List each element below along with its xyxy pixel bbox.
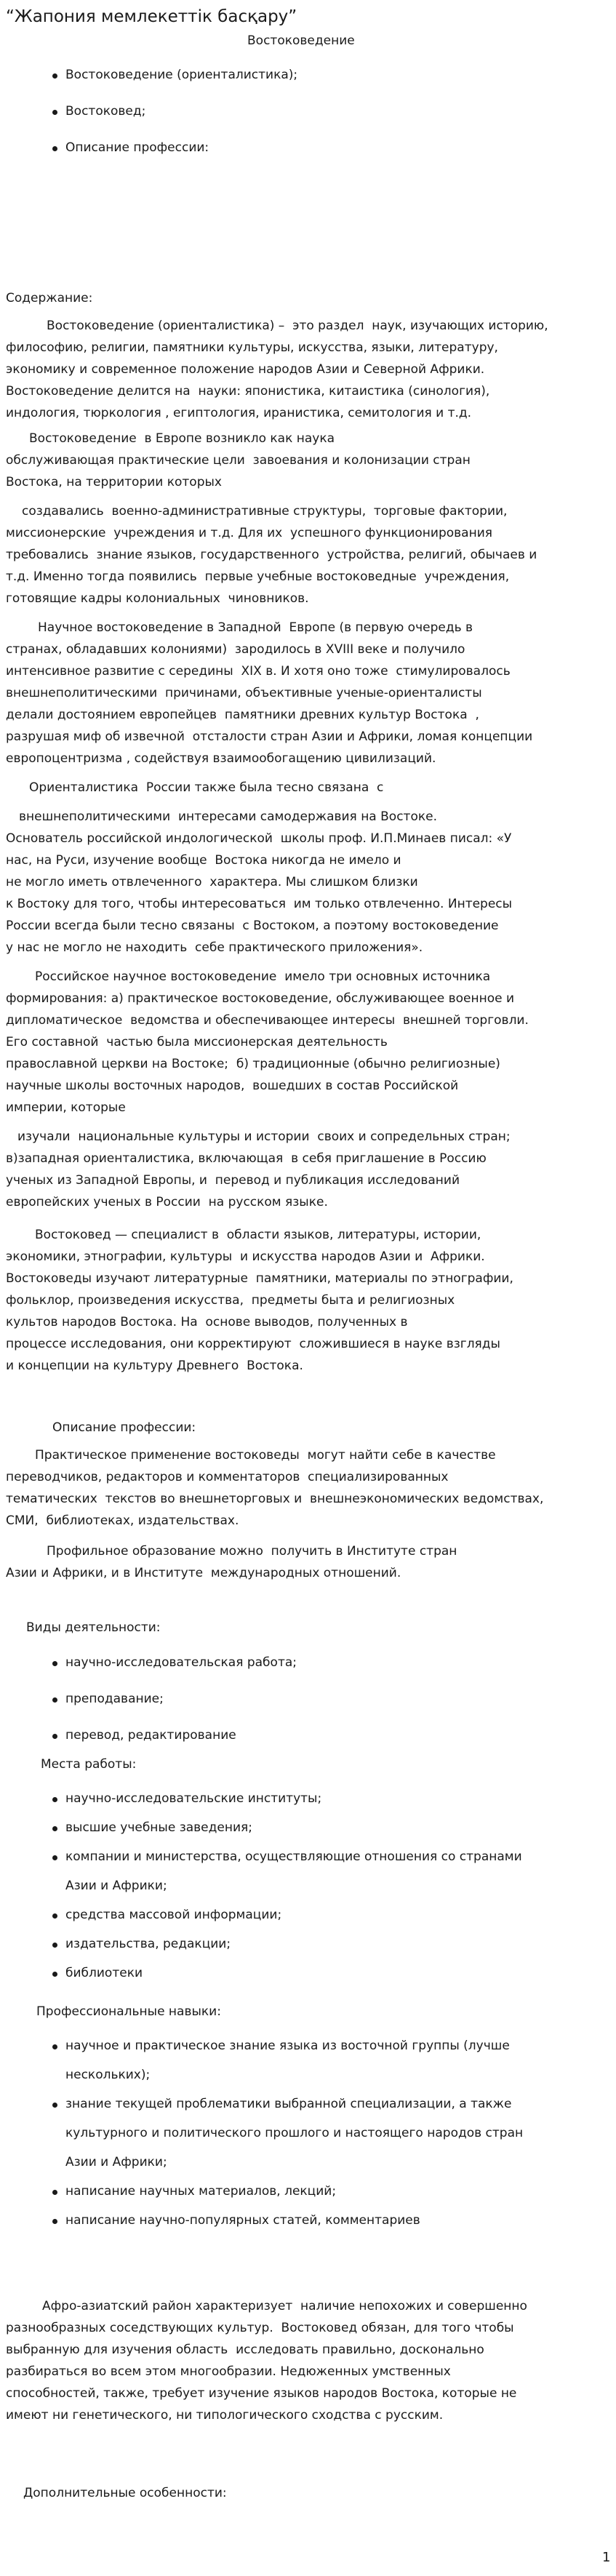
contents-p1-line: экономику и современное положение народов Азии и Северной Африки. (6, 362, 485, 377)
contents-p3-line: внешнеполитическими причинами, объективные ученые-ориенталисты (6, 686, 482, 700)
contents-p4-line: не могло иметь отвлеченного характера. Мы слишком близки (6, 875, 418, 889)
activities-heading: Виды деятельности: (26, 1620, 161, 1635)
bullet-icon (52, 2219, 57, 2224)
contents-p5-line: изучали национальные культуры и истории своих и сопредельных стран; (17, 1129, 511, 1144)
bullet-icon (52, 1855, 57, 1860)
contents-p4-line: внешнеполитическими интересами самодержавия на Востоке. (19, 809, 437, 824)
workplace-item: библиотеки (65, 1966, 143, 1980)
contents-p5-line: формирования: а) практическое востоковедение, обслуживающее военное и (6, 991, 515, 1006)
afro-paragraph-line: Афро-азиатский район характеризует наличие непохожих и совершенно (42, 2299, 527, 2313)
bullet-icon (52, 1734, 57, 1739)
contents-p1-line: философию, религии, памятники культуры, искусства, языки, литературу, (6, 340, 498, 355)
contents-heading: Содержание: (6, 291, 93, 305)
contents-p2-line: готовящие кадры колониальных чиновников. (6, 591, 309, 606)
contents-p6-line: процессе исследования, они корректируют сложившиеся в науке взгляды (6, 1337, 500, 1351)
contents-p4-line: у нас не могло не находить себе практического приложения». (6, 940, 423, 955)
contents-p3-line: интенсивное развитие с середины XIX в. И хотя оно тоже стимулировалось (6, 664, 511, 679)
profession-p2-line: Профильное образование можно получить в Институте стран (47, 1544, 457, 1559)
contents-p5-line: Российское научное востоковедение имело три основных источника (35, 969, 491, 984)
contents-p5-line: европейских ученых в России на русском языке. (6, 1195, 328, 1209)
bullet-icon (52, 110, 57, 115)
bullet-icon (52, 2190, 57, 2195)
contents-p5-line: научные школы восточных народов, вошедших в состав Российской (6, 1079, 459, 1093)
contents-p3-line: европоцентризма , содействуя взаимообогащению цивилизаций. (6, 751, 436, 766)
contents-p6-line: экономики, этнографии, культуры и искусства народов Азии и Африки. (6, 1249, 485, 1264)
bullet-icon (52, 1972, 57, 1977)
skill-item: Азии и Африки; (65, 2155, 167, 2169)
skill-item: знание текущей проблематики выбранной специализации, а также (65, 2097, 512, 2111)
bullet-icon (52, 1826, 57, 1831)
bullet-icon (52, 1797, 57, 1802)
activity-item: научно-исследовательская работа; (65, 1655, 297, 1670)
contents-p2-line: т.д. Именно тогда появились первые учебные востоковедные учреждения, (6, 569, 510, 584)
contents-p4-line: нас, на Руси, изучение вообще Востока никогда не имело и (6, 853, 401, 868)
skill-item: написание научных материалов, лекций; (65, 2184, 337, 2199)
contents-p5-line: империи, которые (6, 1100, 126, 1115)
profession-p1-line: переводчиков, редакторов и комментаторов специализированных (6, 1470, 449, 1484)
bullet-icon (52, 1697, 57, 1703)
bullet-icon (52, 1913, 57, 1919)
skill-item: нескольких); (65, 2068, 151, 2082)
contents-p3-line: делали достоянием европейцев памятники древних культур Востока , (6, 708, 479, 722)
workplace-item: высшие учебные заведения; (65, 1820, 252, 1835)
profession-p1-line: СМИ, библиотеках, издательствах. (6, 1513, 239, 1528)
bullet-icon (52, 73, 57, 79)
contents-p5-line: православной церкви на Востоке; б) традиционные (обычно религиозные) (6, 1057, 500, 1071)
workplace-item: научно-исследовательские институты; (65, 1791, 322, 1806)
bullet-icon (52, 146, 57, 151)
contents-p2-line: Востока, на территории которых (6, 475, 222, 489)
profession-heading: Описание профессии: (52, 1420, 196, 1435)
afro-paragraph-line: способностей, также, требует изучение языков народов Востока, которые не (6, 2386, 517, 2401)
workplaces-heading: Места работы: (41, 1757, 137, 1772)
contents-p5-line: Его составной частью была миссионерская деятельность (6, 1035, 388, 1049)
skill-item: научное и практическое знание языка из восточной группы (лучше (65, 2039, 510, 2053)
contents-p3-line: разрушая миф об извечной отсталости стран Азии и Африки, ломая концепции (6, 729, 533, 744)
bullet-icon (52, 2103, 57, 2108)
contents-p6-line: фольклор, произведения искусства, предметы быта и религиозных (6, 1293, 455, 1308)
document-title: “Жапония мемлекеттік басқару” (6, 7, 297, 26)
contents-p2-line: обслуживающая практические цели завоевания и колонизации стран (6, 453, 471, 468)
activity-item: преподавание; (65, 1692, 164, 1706)
document-subtitle: Востоковедение (247, 33, 355, 48)
contents-p4-line: Ориенталистика России также была тесно связана с (29, 780, 384, 795)
contents-p6-line: Востоковеды изучают литературные памятники, материалы по этнографии, (6, 1271, 513, 1286)
contents-p5-line: дипломатическое ведомства и обеспечивающее интересы внешней торговли. (6, 1013, 529, 1028)
contents-p4-line: Основатель российской индологической школы проф. И.П.Минаев писал: «У (6, 831, 512, 846)
toc-item: Востоковедение (ориенталистика); (65, 68, 298, 82)
contents-p6-line: и концепции на культуру Древнего Востока. (6, 1359, 303, 1373)
contents-p2-line: требовались знание языков, государственного устройства, религий, обычаев и (6, 548, 537, 562)
toc-item: Востоковед; (65, 104, 146, 119)
contents-p2-line: Востоковедение в Европе возникло как наука (29, 431, 335, 446)
extra-heading: Дополнительные особенности: (23, 2486, 227, 2500)
afro-paragraph-line: разнообразных соседствующих культур. Востоковед обязан, для того чтобы (6, 2321, 514, 2335)
activity-item: перевод, редактирование (65, 1728, 236, 1743)
workplace-item: компании и министерства, осуществляющие отношения со странами (65, 1849, 522, 1864)
afro-paragraph-line: разбираться во всем этом многообразии. Недюженных умственных (6, 2364, 451, 2379)
contents-p1-line: Востоковедение делится на науки: японистика, китаистика (синология), (6, 384, 490, 399)
bullet-icon (52, 2044, 57, 2049)
contents-p5-line: в)западная ориенталистика, включающая в себя приглашение в Россию (6, 1151, 487, 1166)
skills-heading: Профессиональные навыки: (36, 2004, 221, 2019)
afro-paragraph-line: выбранную для изучения область исследовать правильно, досконально (6, 2343, 484, 2357)
contents-p1-line: индология, тюркология , египтология, иранистика, семитология и т.д. (6, 406, 472, 420)
profession-p1-line: Практическое применение востоковеды могут найти себе в качестве (35, 1448, 496, 1463)
workplace-item: Азии и Африки; (65, 1879, 167, 1893)
profession-p2-line: Азии и Африки, и в Институте международных отношений. (6, 1566, 401, 1580)
contents-p3-line: Научное востоковедение в Западной Европе (в первую очередь в (38, 620, 473, 635)
bullet-icon (52, 1661, 57, 1666)
contents-p5-line: ученых из Западной Европы, и перевод и публикация исследований (6, 1173, 460, 1188)
contents-p3-line: странах, обладавших колониями) зародилось в XVIII веке и получило (6, 642, 465, 657)
skill-item: написание научно-популярных статей, комментариев (65, 2213, 420, 2228)
page-number: 1 (602, 2550, 611, 2565)
contents-p1-line: Востоковедение (ориенталистика) – это раздел наук, изучающих историю, (47, 319, 548, 333)
contents-p2-line: создавались военно-административные структуры, торговые фактории, (22, 504, 508, 519)
toc-item: Описание профессии: (65, 140, 209, 155)
workplace-item: средства массовой информации; (65, 1908, 282, 1922)
contents-p4-line: к Востоку для того, чтобы интересоваться им только отвлеченно. Интересы (6, 897, 513, 911)
skill-item: культурного и политического прошлого и настоящего народов стран (65, 2126, 524, 2140)
afro-paragraph-line: имеют ни генетического, ни типологического сходства с русским. (6, 2408, 444, 2423)
workplace-item: издательства, редакции; (65, 1937, 231, 1951)
contents-p6-line: Востоковед — специалист в области языков, литературы, истории, (35, 1228, 481, 1242)
contents-p4-line: России всегда были тесно связаны с Востоком, а поэтому востоковедение (6, 919, 499, 933)
contents-p6-line: культов народов Востока. На основе выводов, полученных в (6, 1315, 408, 1329)
profession-p1-line: тематических текстов во внешнеторговых и внешнеэкономических ведомствах, (6, 1492, 544, 1506)
bullet-icon (52, 1943, 57, 1948)
contents-p2-line: миссионерские учреждения и т.д. Для их успешного функционирования (6, 526, 492, 540)
